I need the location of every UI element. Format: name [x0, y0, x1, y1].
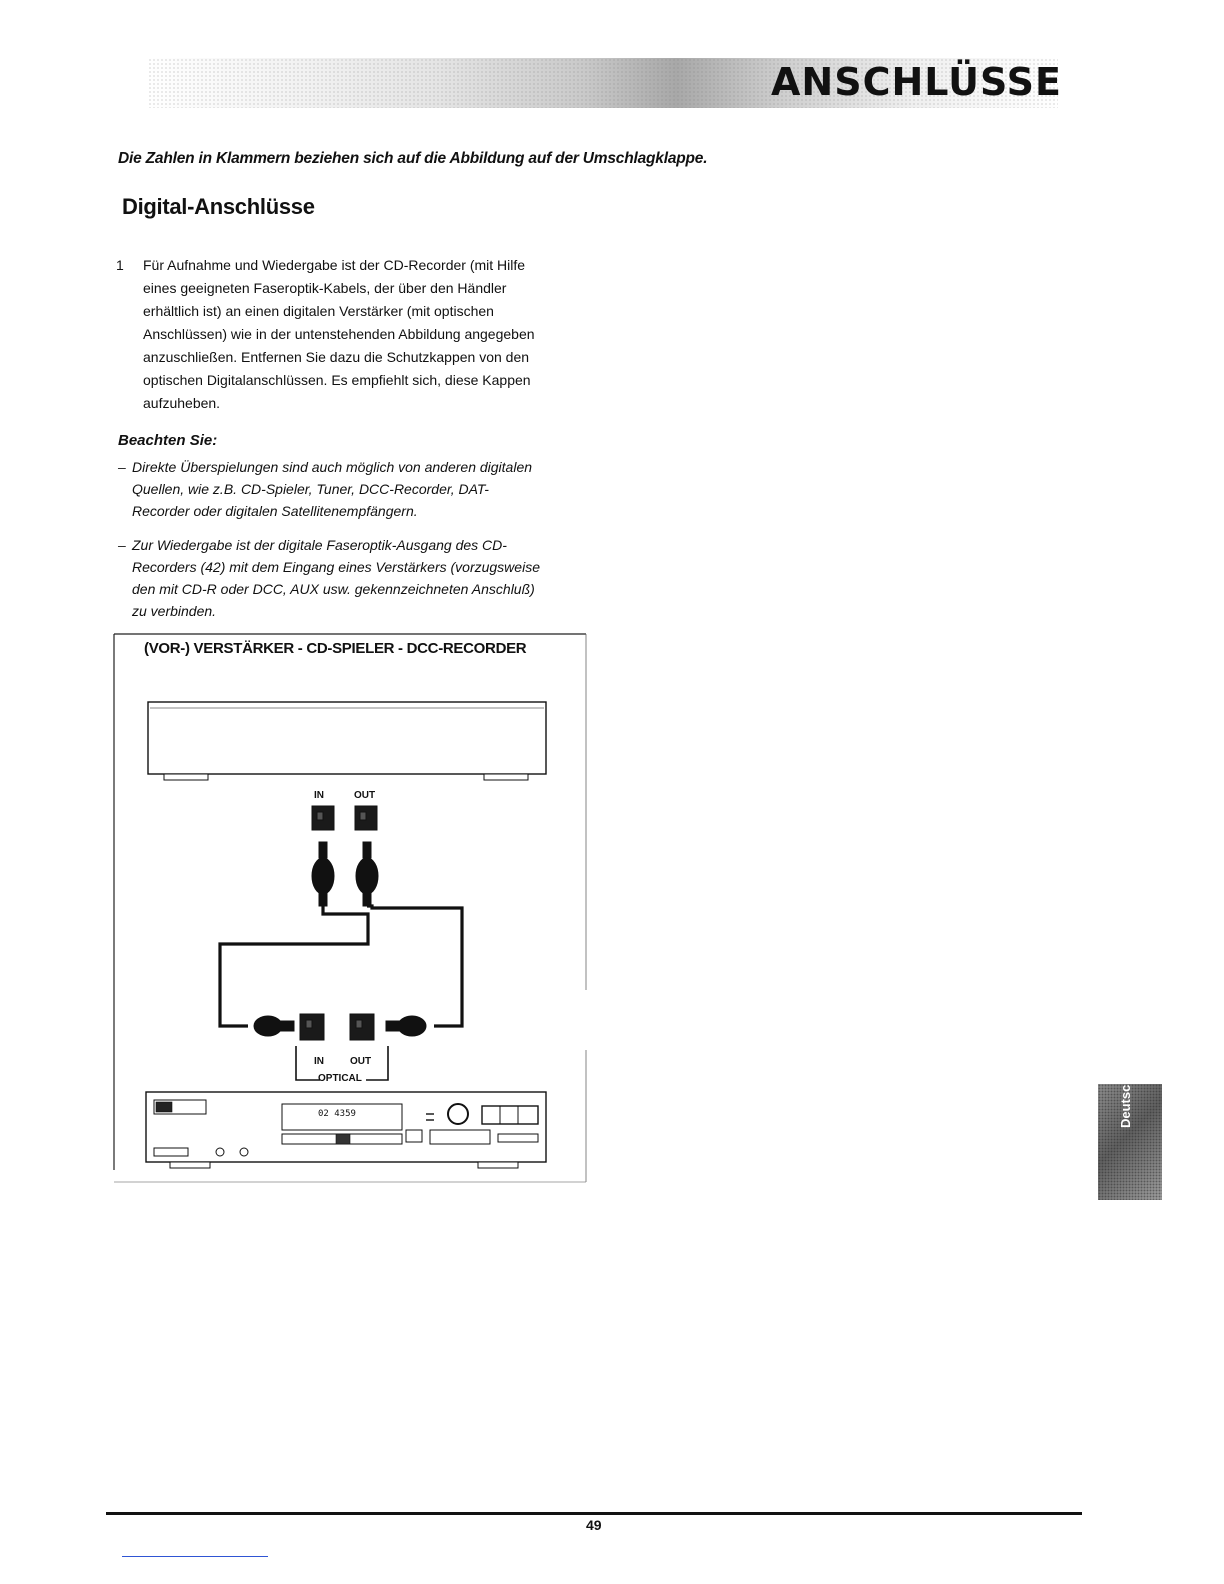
- connection-diagram: [110, 630, 590, 1186]
- bottom-divider: [122, 1556, 268, 1557]
- cd-recorder-device: [146, 1092, 546, 1168]
- recorder-out-label: OUT: [350, 1056, 372, 1067]
- recorder-plugs: [254, 1016, 426, 1036]
- step-line: erhältlich ist) an einen digitalen Verstärker (mit optischen: [143, 303, 494, 319]
- note-line: den mit CD-R oder DCC, AUX usw. gekennzeichneten Anschluß): [132, 581, 535, 597]
- step-number: 1: [116, 257, 124, 273]
- recorder-in-label: IN: [314, 1056, 324, 1067]
- footer-rule: [106, 1512, 1082, 1515]
- diagram-drawing: [110, 630, 590, 1186]
- amp-in-label: IN: [314, 790, 324, 801]
- step-line: Anschlüssen) wie in der untenstehenden Abbildung angegeben: [143, 326, 535, 342]
- note-line: zu verbinden.: [132, 603, 217, 619]
- step-line: optischen Digitalanschlüssen. Es empfiehlt sich, diese Kappen: [143, 372, 531, 388]
- recorder-optical-ports: [300, 1014, 374, 1040]
- note-line: Direkte Überspielungen sind auch möglich von anderen digitalen: [132, 459, 533, 475]
- note-line: Recorder oder digitalen Satellitenempfängern.: [132, 503, 418, 519]
- note-line: Recorders (42) mit dem Eingang eines Verstärkers (vorzugsweise: [132, 559, 540, 575]
- intro-note: Die Zahlen in Klammern beziehen sich auf die Abbildung auf der Umschlagklappe.: [118, 150, 708, 167]
- note-heading: Beachten Sie:: [118, 432, 218, 449]
- amp-optical-ports: [312, 806, 377, 830]
- section-title: Digital-Anschlüsse: [122, 194, 315, 219]
- amp-out-label: OUT: [354, 790, 376, 801]
- recorder-display-readout: 02 4359: [318, 1109, 356, 1119]
- amplifier-device: [148, 702, 546, 780]
- diagram-title: (VOR-) VERSTÄRKER - CD-SPIELER - DCC-RECORDER: [144, 640, 527, 657]
- amp-plugs: [312, 842, 378, 906]
- note-line: Zur Wiedergabe ist der digitale Faseroptik-Ausgang des CD-: [132, 537, 507, 553]
- optical-label: OPTICAL: [318, 1073, 362, 1084]
- note-dash: –: [118, 459, 126, 475]
- note-line: Quellen, wie z.B. CD-Spieler, Tuner, DCC-Recorder, DAT-: [132, 481, 489, 497]
- note-text: [132, 534, 582, 622]
- optical-cables: [220, 906, 462, 1026]
- step-line: aufzuheben.: [143, 395, 221, 411]
- note-text: [132, 456, 582, 522]
- step-text: [143, 254, 583, 415]
- page-title: ANSCHLÜSSE: [771, 60, 1062, 104]
- page-number: 49: [586, 1517, 602, 1533]
- note-dash: –: [118, 537, 126, 553]
- language-tab-label: Deutsch: [1118, 1076, 1133, 1128]
- step-line: anzuschließen. Entfernen Sie dazu die Schutzkappen von den: [143, 349, 530, 365]
- step-line: eines geeigneten Faseroptik-Kabels, der über den Händler: [143, 280, 507, 296]
- step-line: Für Aufnahme und Wiedergabe ist der CD-Recorder (mit Hilfe: [143, 257, 526, 273]
